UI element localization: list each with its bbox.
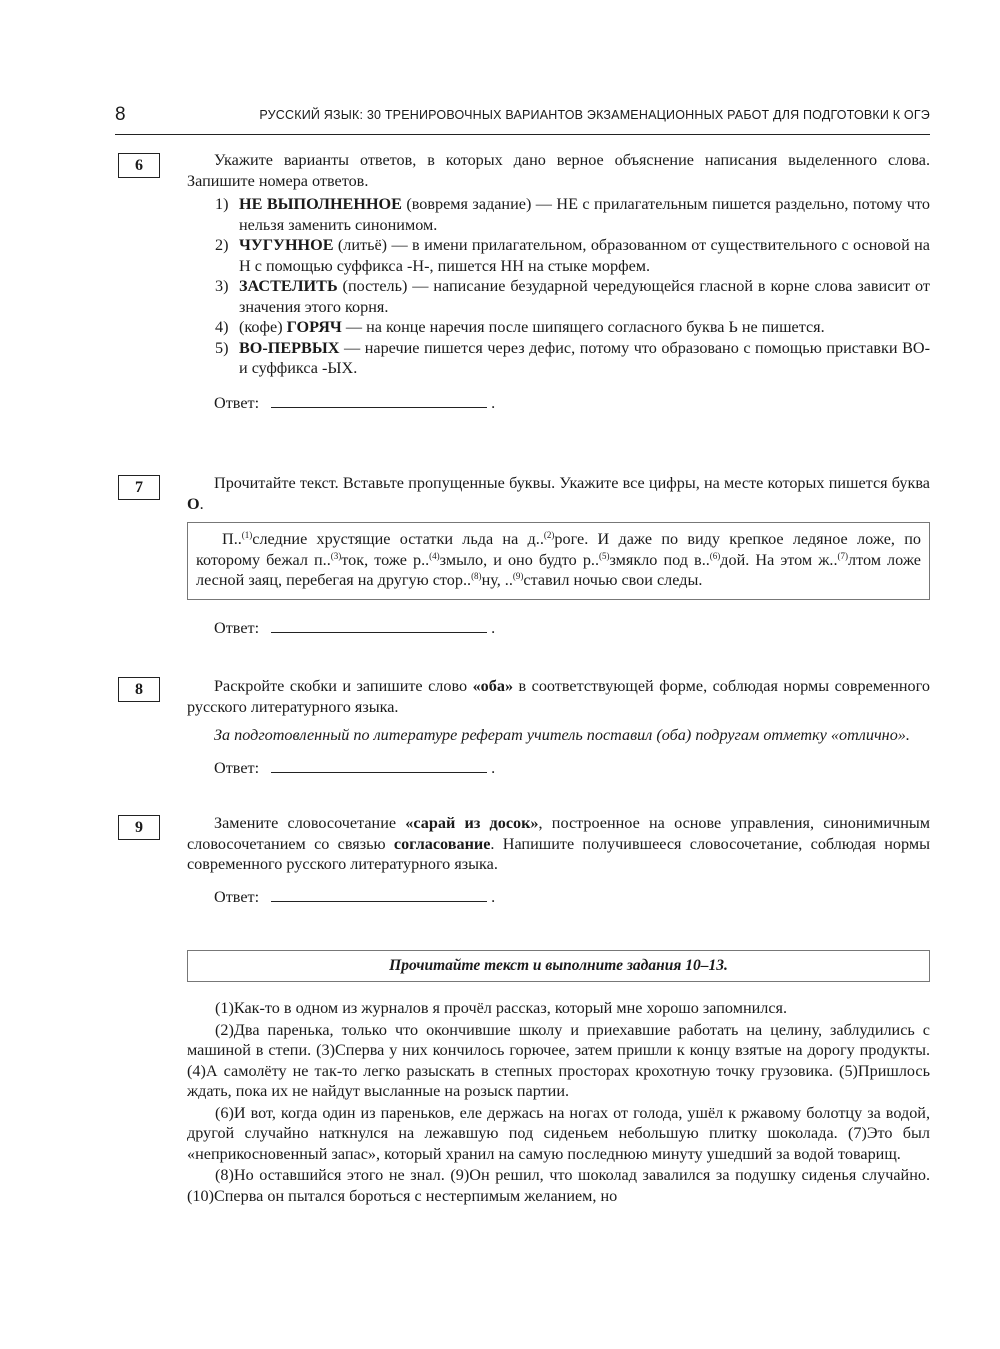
- task-7: [187, 473, 930, 638]
- gap-number: (7): [837, 550, 849, 561]
- option-num: 2): [215, 236, 229, 254]
- option-text: (постель) — написание безударной чередующейся гласной в корне слова зависит от значения этого корня.: [239, 277, 930, 316]
- reading-paragraph: (1)Как-то в одном из журналов я прочёл рассказ, который мне хорошо запомнился.: [215, 999, 788, 1017]
- task-number-9: 9: [118, 815, 160, 840]
- answer-field[interactable]: [271, 618, 487, 633]
- option-word: НЕ ВЫПОЛНЕННОЕ: [239, 195, 402, 213]
- option-num: 3): [215, 277, 229, 295]
- answer-end: .: [491, 758, 496, 777]
- prompt-text: Замените словосочетание: [214, 814, 406, 832]
- prompt-text: Прочитайте текст. Вставьте пропущенные буквы. Укажите все цифры, на месте которых пишется буква: [214, 474, 930, 492]
- gap-number: (3): [330, 550, 342, 561]
- task-7-passage: [196, 529, 921, 591]
- gap-number: (4): [429, 550, 440, 561]
- text-segment: змякло под в..: [609, 550, 710, 569]
- task-6-options: [215, 194, 930, 379]
- gap-number: (8): [471, 571, 482, 581]
- prompt-end: .: [199, 494, 204, 513]
- answer-label: Ответ:: [214, 758, 260, 777]
- option-text: (литьё) — в имени прилагательном, образованном от существительного с основой на Н с помощью суффикса -Н-, пишется НН на стыке морфем.: [239, 236, 930, 275]
- prompt-phrase: «сарай из досок»: [405, 814, 539, 832]
- option-1: [215, 194, 930, 235]
- option-word: ЗАСТЕЛИТЬ: [239, 277, 338, 295]
- gap-number: (6): [709, 550, 721, 561]
- text-segment: роге. И даже по виду крепкое ледяное ложе, по которому бежал п..: [196, 530, 921, 569]
- task-7-prompt: [187, 473, 930, 514]
- gap-number: (9): [512, 571, 524, 581]
- task-9: [187, 813, 930, 907]
- prompt-text: в соответствующей форме, соблюдая нормы современного русского литературного языка.: [187, 677, 930, 716]
- option-word: ЧУГУННОЕ: [239, 236, 334, 254]
- text-segment: П..: [222, 530, 242, 548]
- answer-label: Ответ:: [214, 887, 260, 906]
- option-text: — наречие пишется через дефис, потому что образовано с помощью приставки ВО- и суффикса -ЫХ.: [239, 338, 930, 377]
- answer-field[interactable]: [271, 393, 487, 408]
- task-number-7: 7: [118, 475, 160, 500]
- reading-paragraph: (2)Два паренька, только что окончившие школу и приехавшие работать на целину, заблудились с машиной в степи. (3)Сперва у них кончилось горючее, затем пришли к концу взятые на дорогу продукты. (4)А самолёту не так-то легко разыскать в степных просторах крохотную точку грузовика. (5)Пришлось ждать, пока их не найдут высланные на розыск партии.: [187, 1020, 930, 1100]
- option-3: [215, 276, 930, 317]
- answer-row-6: [187, 393, 930, 414]
- gap-number: (1): [241, 530, 253, 540]
- page-number: 8: [115, 104, 126, 125]
- task-number-8: 8: [118, 677, 160, 702]
- answer-label: Ответ:: [214, 618, 260, 637]
- prompt-term: согласование: [393, 834, 491, 853]
- answer-end: .: [491, 618, 496, 637]
- answer-end: .: [491, 393, 496, 412]
- task-8: [187, 676, 930, 778]
- option-text: — на конце наречия после шипящего согласного буква Ь не пишется.: [341, 318, 825, 336]
- task-8-sentence: За подготовленный по литературе реферат учитель поставил (оба) подругам отметку «отлично».: [214, 726, 910, 744]
- gap-number: (5): [599, 550, 610, 561]
- prompt-word: «оба»: [472, 677, 514, 695]
- text-segment: ставил ночью свои следы.: [523, 571, 703, 589]
- reading-paragraph: (6)И вот, когда один из пареньков, еле держась на ногах от голода, ушёл к ржавому болотцу за водой, другой случайно наткнулся на лежавшую под сиденьем небольшую плитку шоколада. (7)Это был «неприкосновенный запас», который хранил на самую последнюю минуту ушедший за водой товарищ.: [187, 1103, 930, 1163]
- option-text: (вовремя задание) — НЕ с прилагательным пишется раздельно, потому что нельзя заменить синонимом.: [239, 195, 930, 234]
- prompt-letter: О: [187, 494, 200, 513]
- answer-end: .: [491, 887, 496, 906]
- option-num: 1): [215, 195, 229, 213]
- text-segment: змыло, и оно будто р..: [439, 550, 600, 569]
- option-num: 4): [215, 318, 229, 336]
- reading-text: [187, 998, 930, 1207]
- task-6-prompt: Укажите варианты ответов, в которых дано верное объяснение написания выделенного слова. Запишите номера ответов.: [187, 151, 930, 190]
- option-2: [215, 235, 930, 276]
- answer-row-9: [187, 887, 930, 908]
- task-7-text: [187, 522, 930, 600]
- prompt-text: Раскройте скобки и запишите слово: [214, 677, 473, 695]
- option-word: ВО-ПЕРВЫХ: [239, 338, 340, 357]
- option-4: [215, 317, 930, 338]
- text-segment: дой. На этом ж..: [720, 550, 838, 569]
- answer-field[interactable]: [271, 758, 487, 773]
- task-number-6: 6: [118, 153, 160, 178]
- text-segment: лтом ложе лесной заяц, перебегая на другую стор..: [196, 550, 921, 589]
- text-segment: ну, ..: [481, 571, 513, 589]
- gap-number: (2): [543, 530, 555, 540]
- task-9-prompt: [187, 813, 930, 875]
- task-8-prompt: [187, 676, 930, 717]
- answer-row-7: [187, 618, 930, 639]
- task-6: [187, 150, 930, 413]
- prompt-text: . Напишите получившееся словосочетание, соблюдая нормы современного русского литературного языка.: [187, 834, 930, 873]
- answer-label: Ответ:: [214, 393, 260, 412]
- reading-banner: Прочитайте текст и выполните задания 10–13.: [187, 950, 930, 982]
- answer-field[interactable]: [271, 887, 487, 902]
- reading-paragraph: (8)Но оставшийся этого не знал. (9)Он решил, что шоколад завалился за подушку сиденья случайно. (10)Сперва он пытался бороться с нестерпимым желанием, но: [187, 1166, 930, 1205]
- option-word: ГОРЯЧ: [286, 318, 342, 336]
- running-title: РУССКИЙ ЯЗЫК: 30 ТРЕНИРОВОЧНЫХ ВАРИАНТОВ ЭКЗАМЕНАЦИОННЫХ РАБОТ ДЛЯ ПОДГОТОВКИ К ОГЭ: [259, 108, 930, 122]
- text-segment: следние хрустящие остатки льда на д..: [252, 530, 544, 548]
- option-pre: (кофе): [239, 318, 287, 336]
- option-5: [215, 338, 930, 379]
- text-segment: ток, тоже р..: [341, 550, 430, 569]
- header-rule: [115, 134, 930, 135]
- option-num: 5): [215, 338, 229, 357]
- prompt-text: , построенное на основе управления, синонимичным словосочетанием со связью: [187, 814, 930, 853]
- answer-row-8: [187, 758, 930, 779]
